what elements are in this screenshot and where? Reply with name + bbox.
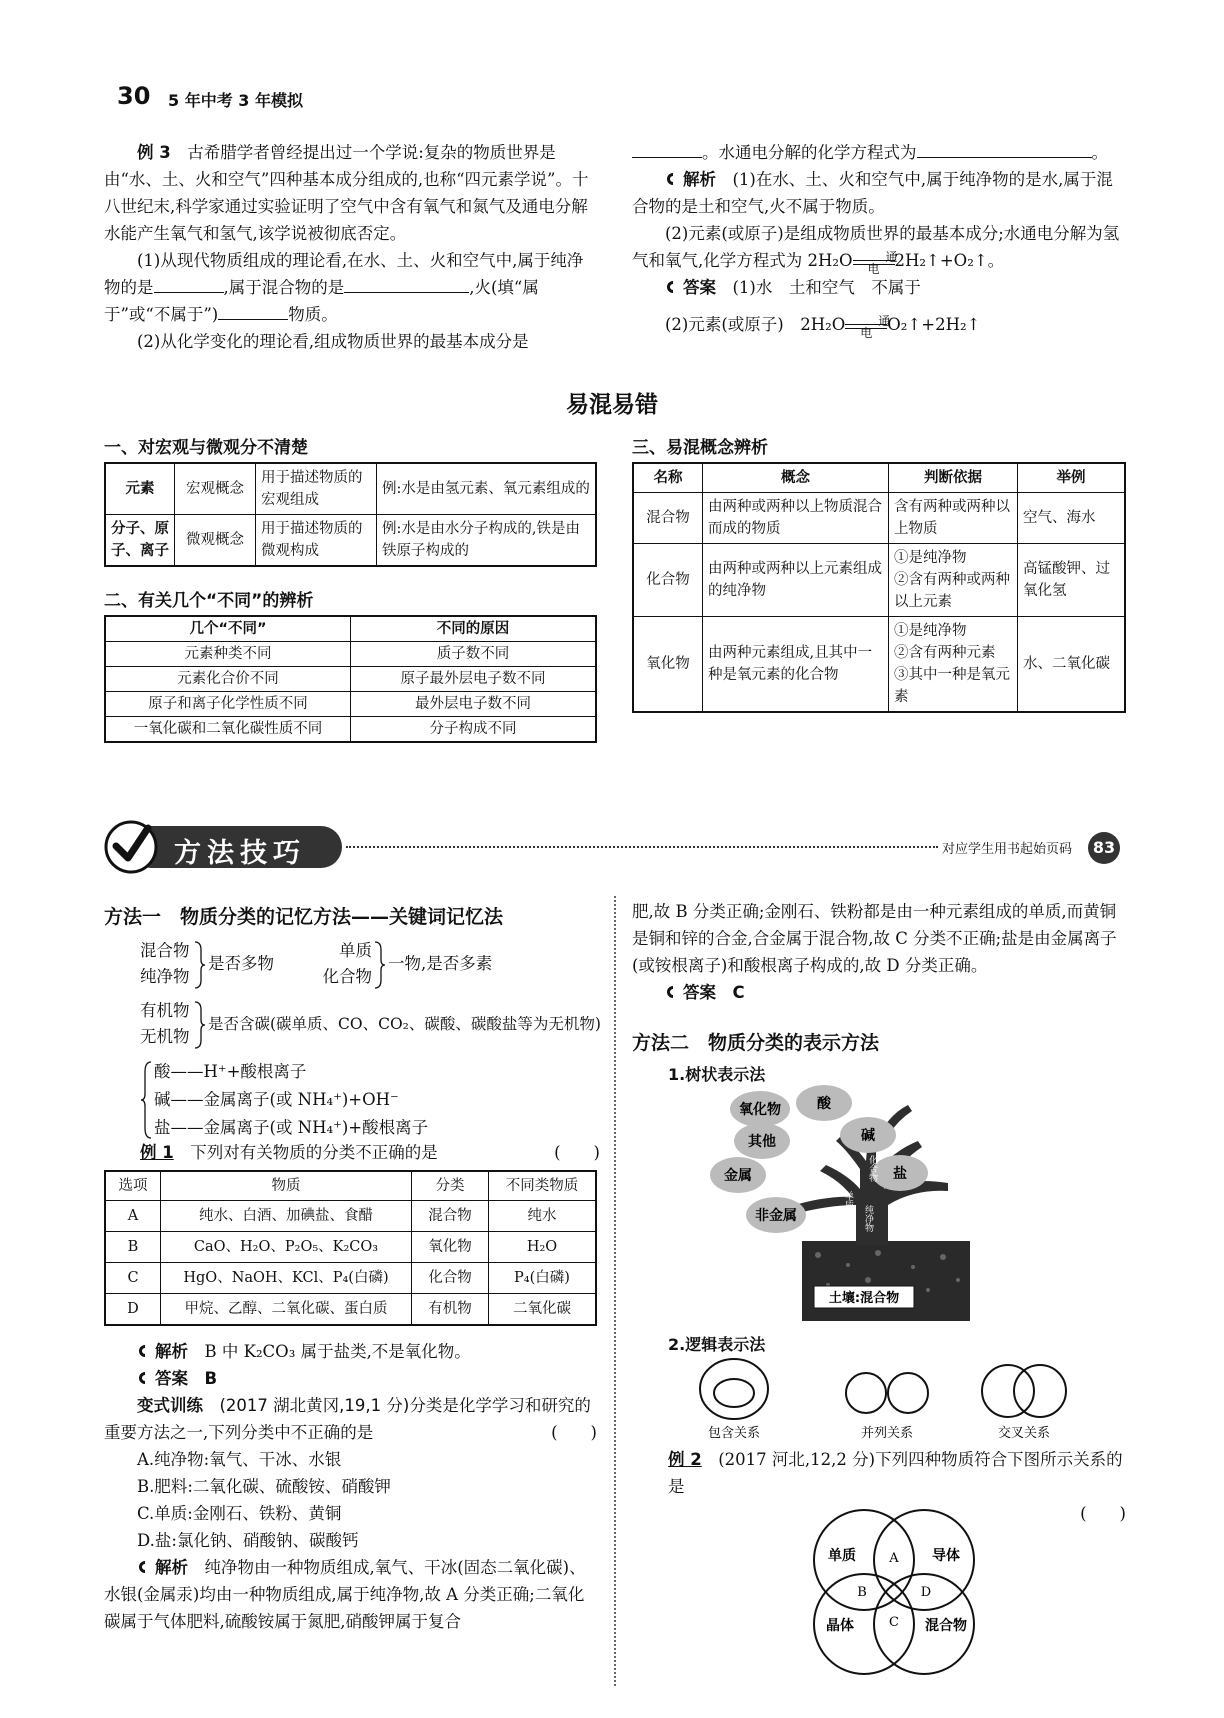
example3-intro: 古希腊学者曾经提出过一个学说:复杂的物质世界是由“水、土、火和空气”四种基本成分组成的,也称“四元素学说”。十八世纪末,科学家通过实验证明了空气中含有氧气和氮气及通电分解水能产生氧气和氢气,该学说被彻底否定。 — [104, 143, 589, 243]
answer-icon — [665, 280, 681, 294]
analysis-2b: 2H₂↑+O₂↑。 — [894, 251, 1005, 270]
answer-1: (1)水 土和空气 不属于 — [732, 278, 921, 297]
table-row — [105, 1263, 596, 1294]
q1-part-d: 物质。 — [288, 305, 338, 324]
table-row — [105, 667, 596, 692]
table-cell: 质子数不同 — [351, 642, 597, 667]
table-row — [633, 493, 1125, 544]
subheading-3: 三、易混概念辨析 — [632, 438, 768, 458]
table-header-cell: 几个“不同” — [105, 616, 351, 642]
tree-label-base: 碱 — [861, 1128, 875, 1144]
table-cell: 化合物 — [412, 1263, 489, 1294]
table-cell: 混合物 — [633, 493, 703, 544]
option-c: C.单质:金刚石、铁粉、黄铜 — [137, 1504, 342, 1523]
answer-label: 答案 — [665, 983, 716, 1002]
answer-icon — [665, 985, 681, 999]
example3-label: 例 3 — [137, 143, 171, 162]
table-row — [105, 515, 596, 567]
table-header-cell: 概念 — [703, 463, 889, 493]
table-header-cell: 选项 — [105, 1171, 161, 1201]
table-cell: P₄(白磷) — [489, 1263, 597, 1294]
m1-c1: 有机物 — [140, 1001, 190, 1020]
table-cell: 微观概念 — [175, 515, 256, 567]
table-cell: 元素 — [105, 463, 175, 515]
analysis-label: 解析 — [137, 1558, 188, 1577]
tree-label-other: 其他 — [748, 1134, 776, 1150]
example2-text: 下列四种物质符合下图所示关系的是 — [668, 1450, 1123, 1496]
venn-region-a: A — [889, 1551, 899, 1566]
table-cell: H₂O — [489, 1232, 597, 1263]
blank-5[interactable] — [917, 139, 1092, 158]
table-header-cell: 不同类物质 — [489, 1171, 597, 1201]
tree-label-nonmetal: 非金属 — [755, 1208, 797, 1224]
q2-part-c: 。 — [1091, 143, 1108, 162]
table-cell: 例:水是由氢元素、氧元素组成的 — [377, 463, 597, 515]
table-cell: ①是纯净物 ②含有两种或两种以上元素 — [889, 544, 1018, 617]
table-cell: 分子构成不同 — [351, 717, 597, 743]
blank-1[interactable] — [154, 274, 224, 293]
table-cell: 水、二氧化碳 — [1018, 617, 1126, 713]
m1-b2: 化合物 — [322, 967, 372, 986]
table-row — [633, 544, 1125, 617]
table-cell: 空气、海水 — [1018, 493, 1126, 544]
q1-part-c: ,火(填“属于”或“不属于”) — [104, 278, 539, 324]
mnemonic-3 — [140, 1058, 600, 1142]
table-cell: 高锰酸钾、过氧化氢 — [1018, 544, 1126, 617]
venn-mixture: 混合物 — [925, 1618, 967, 1634]
brace-icon — [140, 1060, 152, 1140]
example1-label: 例 1 — [140, 1143, 174, 1162]
table-cell: D — [105, 1294, 161, 1326]
analysis-label: 解析 — [665, 170, 716, 189]
m1-a3: 是否多物 — [208, 954, 274, 973]
method1-title: 方法一 物质分类的记忆方法——关键词记忆法 — [104, 906, 504, 928]
brace-icon — [194, 940, 206, 990]
table-macro-micro — [104, 462, 597, 567]
ref-text: 对应学生用书起始页码 — [942, 842, 1073, 857]
tree-label-element: 单质 — [843, 1191, 853, 1209]
table-cell: CaO、H₂O、P₂O₅、K₂CO₃ — [161, 1232, 412, 1263]
example2-answer-paren[interactable]: ( ) — [1080, 1504, 1126, 1523]
example1-answer: B — [204, 1369, 218, 1388]
training-question: 分类是化学学习和研究的重要方法之一,下列分类中不正确的是 — [104, 1396, 591, 1442]
table-cell: 由两种元素组成,且其中一种是氧元素的化合物 — [703, 617, 889, 713]
table-row — [105, 1232, 596, 1263]
logic-label-include: 包含关系 — [707, 1426, 761, 1441]
table-cell: 化合物 — [633, 544, 703, 617]
training-answer: C — [732, 983, 745, 1002]
logic-label-cross: 交叉关系 — [997, 1426, 1051, 1441]
table-row — [105, 717, 596, 743]
table-row — [105, 1201, 596, 1232]
table-cell: 宏观概念 — [175, 463, 256, 515]
option-b: B.肥料:二氧化碳、硫酸铵、硝酸钾 — [137, 1477, 391, 1496]
section-title-confuse: 易混易错 — [566, 392, 658, 418]
blank-4[interactable] — [632, 139, 702, 158]
answer-label: 答案 — [665, 278, 716, 297]
table-differences — [104, 615, 597, 743]
tree-label-pure: 纯净物 — [863, 1205, 873, 1232]
brace-icon — [374, 940, 386, 990]
table-header-cell: 分类 — [412, 1171, 489, 1201]
table-row — [105, 642, 596, 667]
example3-left — [104, 139, 597, 355]
mnemonic-1 — [140, 938, 600, 994]
table-cell: 元素种类不同 — [105, 642, 351, 667]
methods-banner-title: 方法技巧 — [174, 838, 306, 869]
answer-icon — [137, 1371, 153, 1385]
venn-region-b: B — [857, 1585, 867, 1600]
option-a: A.纯净物:氧气、干冰、水银 — [137, 1450, 342, 1469]
analysis-icon — [137, 1560, 153, 1574]
venn-conductor: 导体 — [932, 1548, 960, 1564]
example2-source: (2017 河北,12,2 分) — [718, 1450, 876, 1469]
table-cell: 二氧化碳 — [489, 1294, 597, 1326]
training-label: 变式训练 — [137, 1396, 203, 1415]
tree-heading: 1.树状表示法 — [668, 1065, 766, 1084]
ref-page-badge: 83 — [1088, 832, 1120, 864]
tree-label-salt: 盐 — [893, 1166, 907, 1182]
venn-single: 单质 — [828, 1548, 856, 1564]
table-header-cell: 名称 — [633, 463, 703, 493]
cond-2: 通电 — [860, 314, 891, 340]
m1-a1: 混合物 — [140, 941, 190, 960]
table-cell: 用于描述物质的宏观组成 — [256, 463, 377, 515]
table-cell: 纯水、白酒、加碘盐、食醋 — [161, 1201, 412, 1232]
tree-label-compound: 化合物 — [867, 1155, 877, 1182]
m1-d1: 酸——H⁺+酸根离子 — [154, 1062, 307, 1081]
venn-region-d: D — [920, 1585, 932, 1600]
page-number: 30 — [117, 82, 151, 110]
q2-part-b: 。水通电分解的化学方程式为 — [702, 143, 917, 162]
training-answer-paren[interactable]: ( ) — [551, 1423, 597, 1442]
tree-diagram — [724, 1085, 1038, 1325]
analysis-2: (2)元素(或原子)是组成物质世界的最基本成分;水通电分解为氢气和氧气,化学方程式为 2H₂O — [632, 224, 1120, 270]
table-cell: ①是纯净物 ②含有两种元素 ③其中一种是氧元素 — [889, 617, 1018, 713]
subheading-1: 一、对宏观与微观分不清楚 — [104, 438, 308, 458]
m1-a2: 纯净物 — [140, 967, 190, 986]
answer-2a: (2)元素(或原子) 2H₂O — [665, 315, 846, 334]
training-source: (2017 湖北黄冈,19,1 分) — [219, 1396, 410, 1415]
table-cell: 一氧化碳和二氧化碳性质不同 — [105, 717, 351, 743]
training-analysis: 纯净物由一种物质组成,氧气、干冰(固态二氧化碳)、水银(金属汞)均由一种物质组成,属于纯净物,故 A 分类正确;二氧化碳属于气体肥料,硫酸铵属于氮肥,硝酸钾属于复合 — [104, 1558, 586, 1631]
q1-part-b: ,属于混合物的是 — [223, 278, 345, 297]
example2-label: 例 2 — [668, 1450, 702, 1469]
example3-right — [632, 139, 1124, 338]
logic-heading: 2.逻辑表示法 — [668, 1335, 766, 1354]
table-header-cell: 不同的原因 — [351, 616, 597, 642]
answer-label: 答案 — [137, 1369, 188, 1388]
venn-crystal: 晶体 — [826, 1618, 854, 1634]
analysis-label: 解析 — [137, 1342, 188, 1361]
table-cell: 氧化物 — [412, 1232, 489, 1263]
table-cell: 原子和离子化学性质不同 — [105, 692, 351, 717]
table-cell: 用于描述物质的微观构成 — [256, 515, 377, 567]
table-concepts — [632, 462, 1126, 713]
example1-solution — [104, 1338, 597, 1635]
option-d: D.盐:氯化钠、硝酸钠、碳酸钙 — [137, 1531, 359, 1550]
table-header-cell: 物质 — [161, 1171, 412, 1201]
example1-question — [140, 1140, 600, 1166]
table-row — [105, 463, 596, 515]
column-divider — [614, 896, 616, 1686]
table-cell: 由两种或两种以上物质混合而成的物质 — [703, 493, 889, 544]
m1-b1: 单质 — [339, 941, 372, 960]
mnemonic-2 — [140, 998, 610, 1054]
table-header-cell: 举例 — [1018, 463, 1126, 493]
book-title: 5 年中考 3 年模拟 — [168, 91, 303, 110]
table-row — [633, 617, 1125, 713]
table-cell: 氧化物 — [633, 617, 703, 713]
m1-c2: 无机物 — [140, 1027, 190, 1046]
analysis-1: (1)在水、土、火和空气中,属于纯净物的是水,属于混合物的是土和空气,火不属于物质。 — [632, 170, 1113, 216]
table-example1 — [104, 1170, 597, 1326]
table-cell: 最外层电子数不同 — [351, 692, 597, 717]
table-cell: 有机物 — [412, 1294, 489, 1326]
m1-b3: 一物,是否多素 — [388, 954, 493, 973]
subheading-2: 二、有关几个“不同”的辨析 — [104, 591, 314, 611]
q1-part-a: (1)从现代物质组成的理论看,在水、土、火和空气中,属于纯净物的是 — [104, 251, 584, 297]
example1-analysis: B 中 K₂CO₃ 属于盐类,不是氧化物。 — [204, 1342, 471, 1361]
table-cell: HgO、NaOH、KCl、P₄(白磷) — [161, 1263, 412, 1294]
methods-banner — [104, 820, 344, 874]
venn-region-c: C — [889, 1615, 899, 1630]
table-cell: 分子、原子、离子 — [105, 515, 175, 567]
m1-d3: 盐——金属离子(或 NH₄⁺)+酸根离子 — [154, 1118, 429, 1137]
training-analysis-cont — [632, 898, 1126, 1006]
logic-label-parallel: 并列关系 — [860, 1426, 914, 1441]
analysis-icon — [137, 1344, 153, 1358]
table-cell: 元素化合价不同 — [105, 667, 351, 692]
tree-label-metal: 金属 — [724, 1168, 752, 1184]
table-cell: 例:水是由水分子构成的,铁是由铁原子构成的 — [377, 515, 597, 567]
answer-2b: O₂↑+2H₂↑ — [887, 315, 981, 334]
table-cell: A — [105, 1201, 161, 1232]
table-cell: 原子最外层电子数不同 — [351, 667, 597, 692]
table-cell: C — [105, 1263, 161, 1294]
logic-diagrams — [690, 1355, 1090, 1443]
analysis-icon — [665, 172, 681, 186]
table-cell: B — [105, 1232, 161, 1263]
table-cell: 混合物 — [412, 1201, 489, 1232]
banner-dotted-line — [346, 846, 938, 848]
table-cell: 含有两种或两种以上物质 — [889, 493, 1018, 544]
tree-label-acid: 酸 — [817, 1096, 831, 1112]
method2-title: 方法二 物质分类的表示方法 — [632, 1032, 880, 1054]
table-row — [105, 1294, 596, 1326]
table-cell: 甲烷、乙醇、二氧化碳、蛋白质 — [161, 1294, 412, 1326]
tree-label-oxide: 氧化物 — [739, 1102, 781, 1118]
training-analysis-2: 肥,故 B 分类正确;金刚石、铁粉都是由一种元素组成的单质,而黄铜是铜和锌的合金,合金属于混合物,故 C 分类不正确;盐是由金属离子(或铵根离子)和酸根离子构成的,故 D 分类正确。 — [632, 902, 1117, 975]
table-cell: 由两种或两种以上元素组成的纯净物 — [703, 544, 889, 617]
example1-text: 下列对有关物质的分类不正确的是 — [190, 1143, 438, 1162]
blank-3[interactable] — [218, 301, 288, 320]
blank-2[interactable] — [344, 274, 469, 293]
m1-c3: 是否含碳(碳单质、CO、CO₂、碳酸、碳酸盐等为无机物) — [208, 1015, 601, 1033]
q2-part-a: (2)从化学变化的理论看,组成物质世界的最基本成分是 — [137, 332, 529, 351]
example1-answer-paren[interactable]: ( ) — [554, 1143, 600, 1162]
table-cell: 纯水 — [489, 1201, 597, 1232]
table-row — [105, 692, 596, 717]
table-header-cell: 判断依据 — [889, 463, 1018, 493]
brace-icon — [194, 1000, 206, 1050]
m1-d2: 碱——金属离子(或 NH₄⁺)+OH⁻ — [154, 1090, 399, 1109]
cond-1: 通电 — [867, 250, 898, 276]
venn-diagram — [806, 1502, 982, 1682]
tree-label-soil: 土壤:混合物 — [828, 1291, 900, 1306]
